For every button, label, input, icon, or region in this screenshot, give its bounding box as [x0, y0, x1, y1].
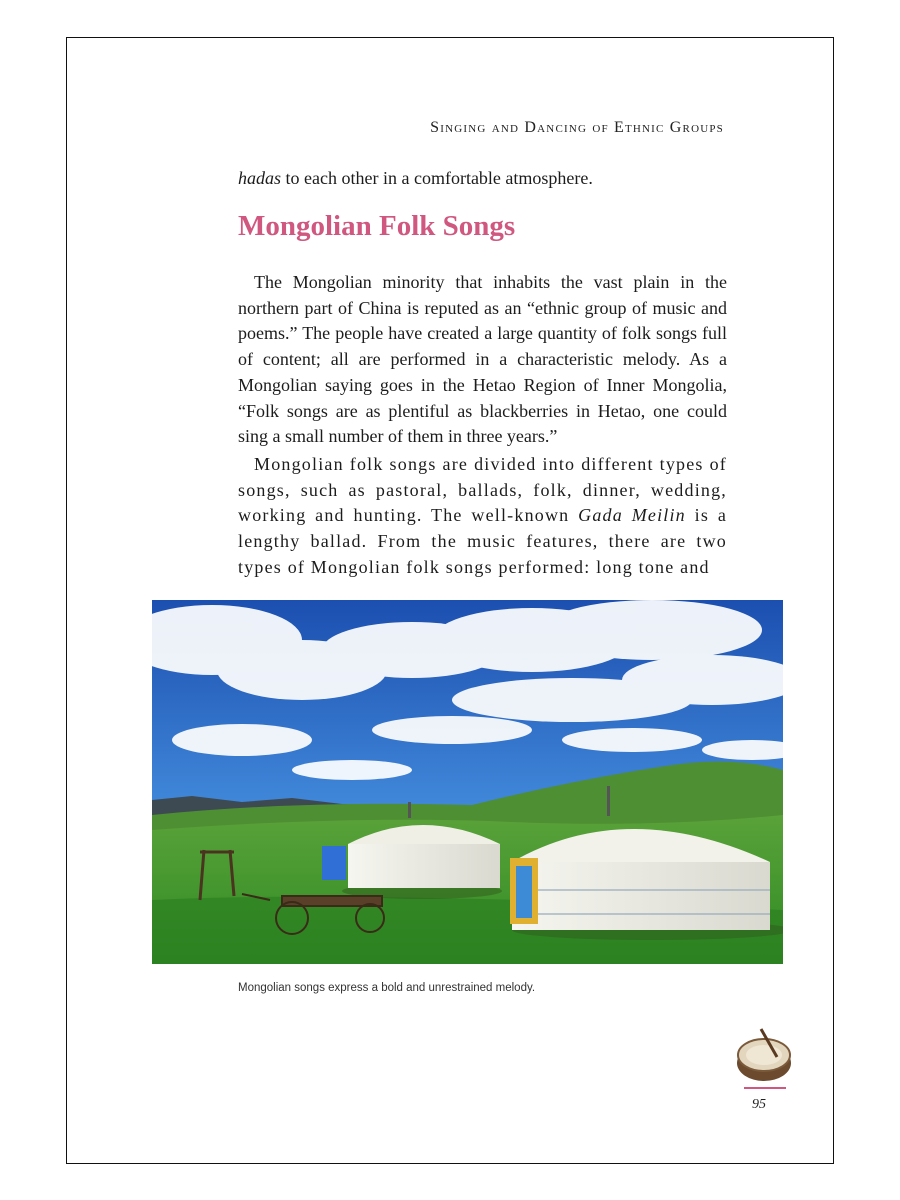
page-number-rule [744, 1087, 786, 1089]
ballad-title: Gada Meilin [578, 505, 686, 526]
lead-italic-word: hadas [238, 168, 282, 188]
lead-rest: to each other in a comfortable atmosphere. [281, 168, 593, 188]
paragraph-2-before: Mongolian folk songs are divided into different types of songs, such as pastoral, ballads, folk, dinner, wedding, working and hunting. The well-known [238, 453, 727, 526]
page-number: 95 [752, 1097, 766, 1112]
paragraph-2-after: is a lengthy ballad. From the music features, there are two types of Mongolian folk songs performed: long tone and [238, 505, 728, 577]
running-head: Singing and Dancing of Ethnic Groups [430, 119, 724, 136]
drum-icon [735, 1027, 793, 1085]
section-title: Mongolian Folk Songs [238, 210, 516, 242]
paragraph-2 [238, 452, 727, 581]
photo-caption: Mongolian songs express a bold and unrestrained melody. [238, 982, 536, 994]
body-text [238, 270, 727, 580]
lead-line [238, 168, 728, 189]
paragraph-1: The Mongolian minority that inhabits the vast plain in the northern part of China is reputed as an “ethnic group of music and poems.” The people have created a large quantity of folk songs full of content; all are performed in a characteristic melody. As a Mongolian saying goes in the Hetao Region of Inner Mongolia, “Folk songs are as plentiful as blackberries in Hetao, one could sing a small number of them in three years.” [238, 272, 727, 447]
yurt-photo [152, 600, 783, 964]
